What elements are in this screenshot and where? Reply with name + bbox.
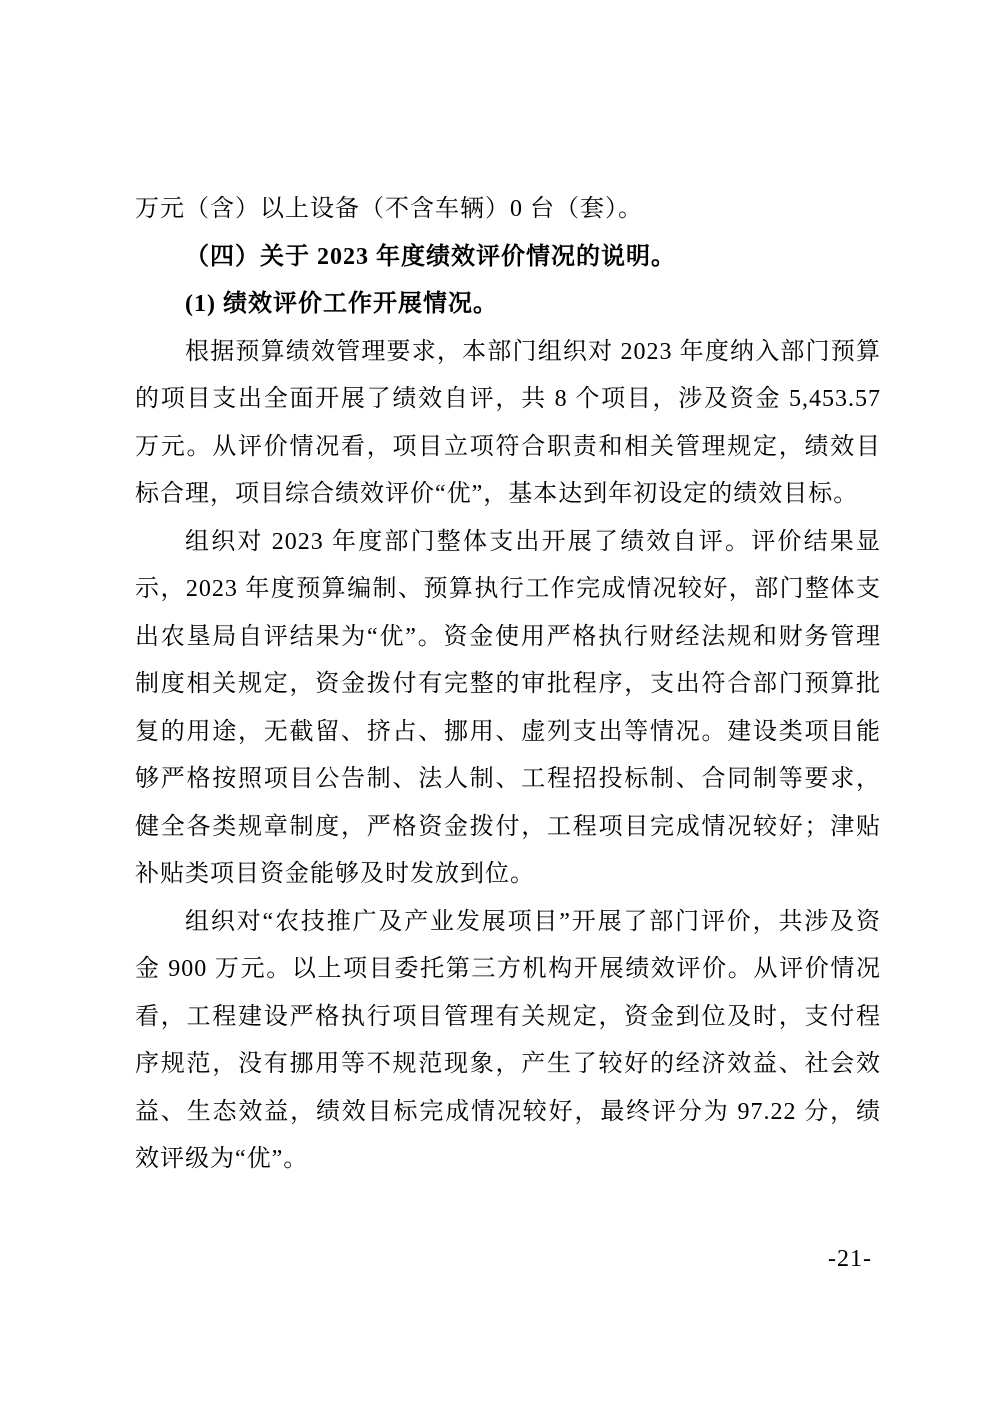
paragraph-department-evaluation: 组织对“农技推广及产业发展项目”开展了部门评价，共涉及资金 900 万元。以上项目委托第三方机构开展绩效评价。从评价情况看，工程建设严格执行项目管理有关规定，资金到位及时，支付程序规范，没有挪用等不规范现象，产生了较好的经济效益、社会效益、生态效益，绩效目标完成情况较好，最终评分为 97.22 分，绩效评级为“优”。 <box>135 908 881 1172</box>
section-heading-4: （四）关于 2023 年度绩效评价情况的说明。 <box>185 243 676 270</box>
page-number: -21- <box>828 1246 872 1272</box>
paragraph-overall-expenditure: 组织对 2023 年度部门整体支出开展了绩效自评。评价结果显示，2023 年度预算编制、预算执行工作完成情况较好，部门整体支出农垦局自评结果为“优”。资金使用严格执行财经法规和财务管理制度相关规定，资金拨付有完整的审批程序，支出符合部门预算批复的用途，无截留、挤占、挪用、虚列支出等情况。建设类项目能够严格按照项目公告制、法人制、工程招投标制、合同制等要求，健全各类规章制度，严格资金拨付，工程项目完成情况较好；津贴补贴类项目资金能够及时发放到位。 <box>135 528 881 887</box>
document-body <box>135 186 881 1184</box>
paragraph-self-evaluation: 根据预算绩效管理要求，本部门组织对 2023 年度纳入部门预算的项目支出全面开展了绩效自评，共 8 个项目，涉及资金 5,453.57 万元。从评价情况看，项目立项符合职责和相关管理规定，绩效目标合理，项目综合绩效评价“优”，基本达到年初设定的绩效目标。 <box>135 338 881 507</box>
subsection-heading-1: (1) 绩效评价工作开展情况。 <box>185 291 498 317</box>
paragraph-continuation: 万元（含）以上设备（不含车辆）0 台（套）。 <box>135 196 643 222</box>
